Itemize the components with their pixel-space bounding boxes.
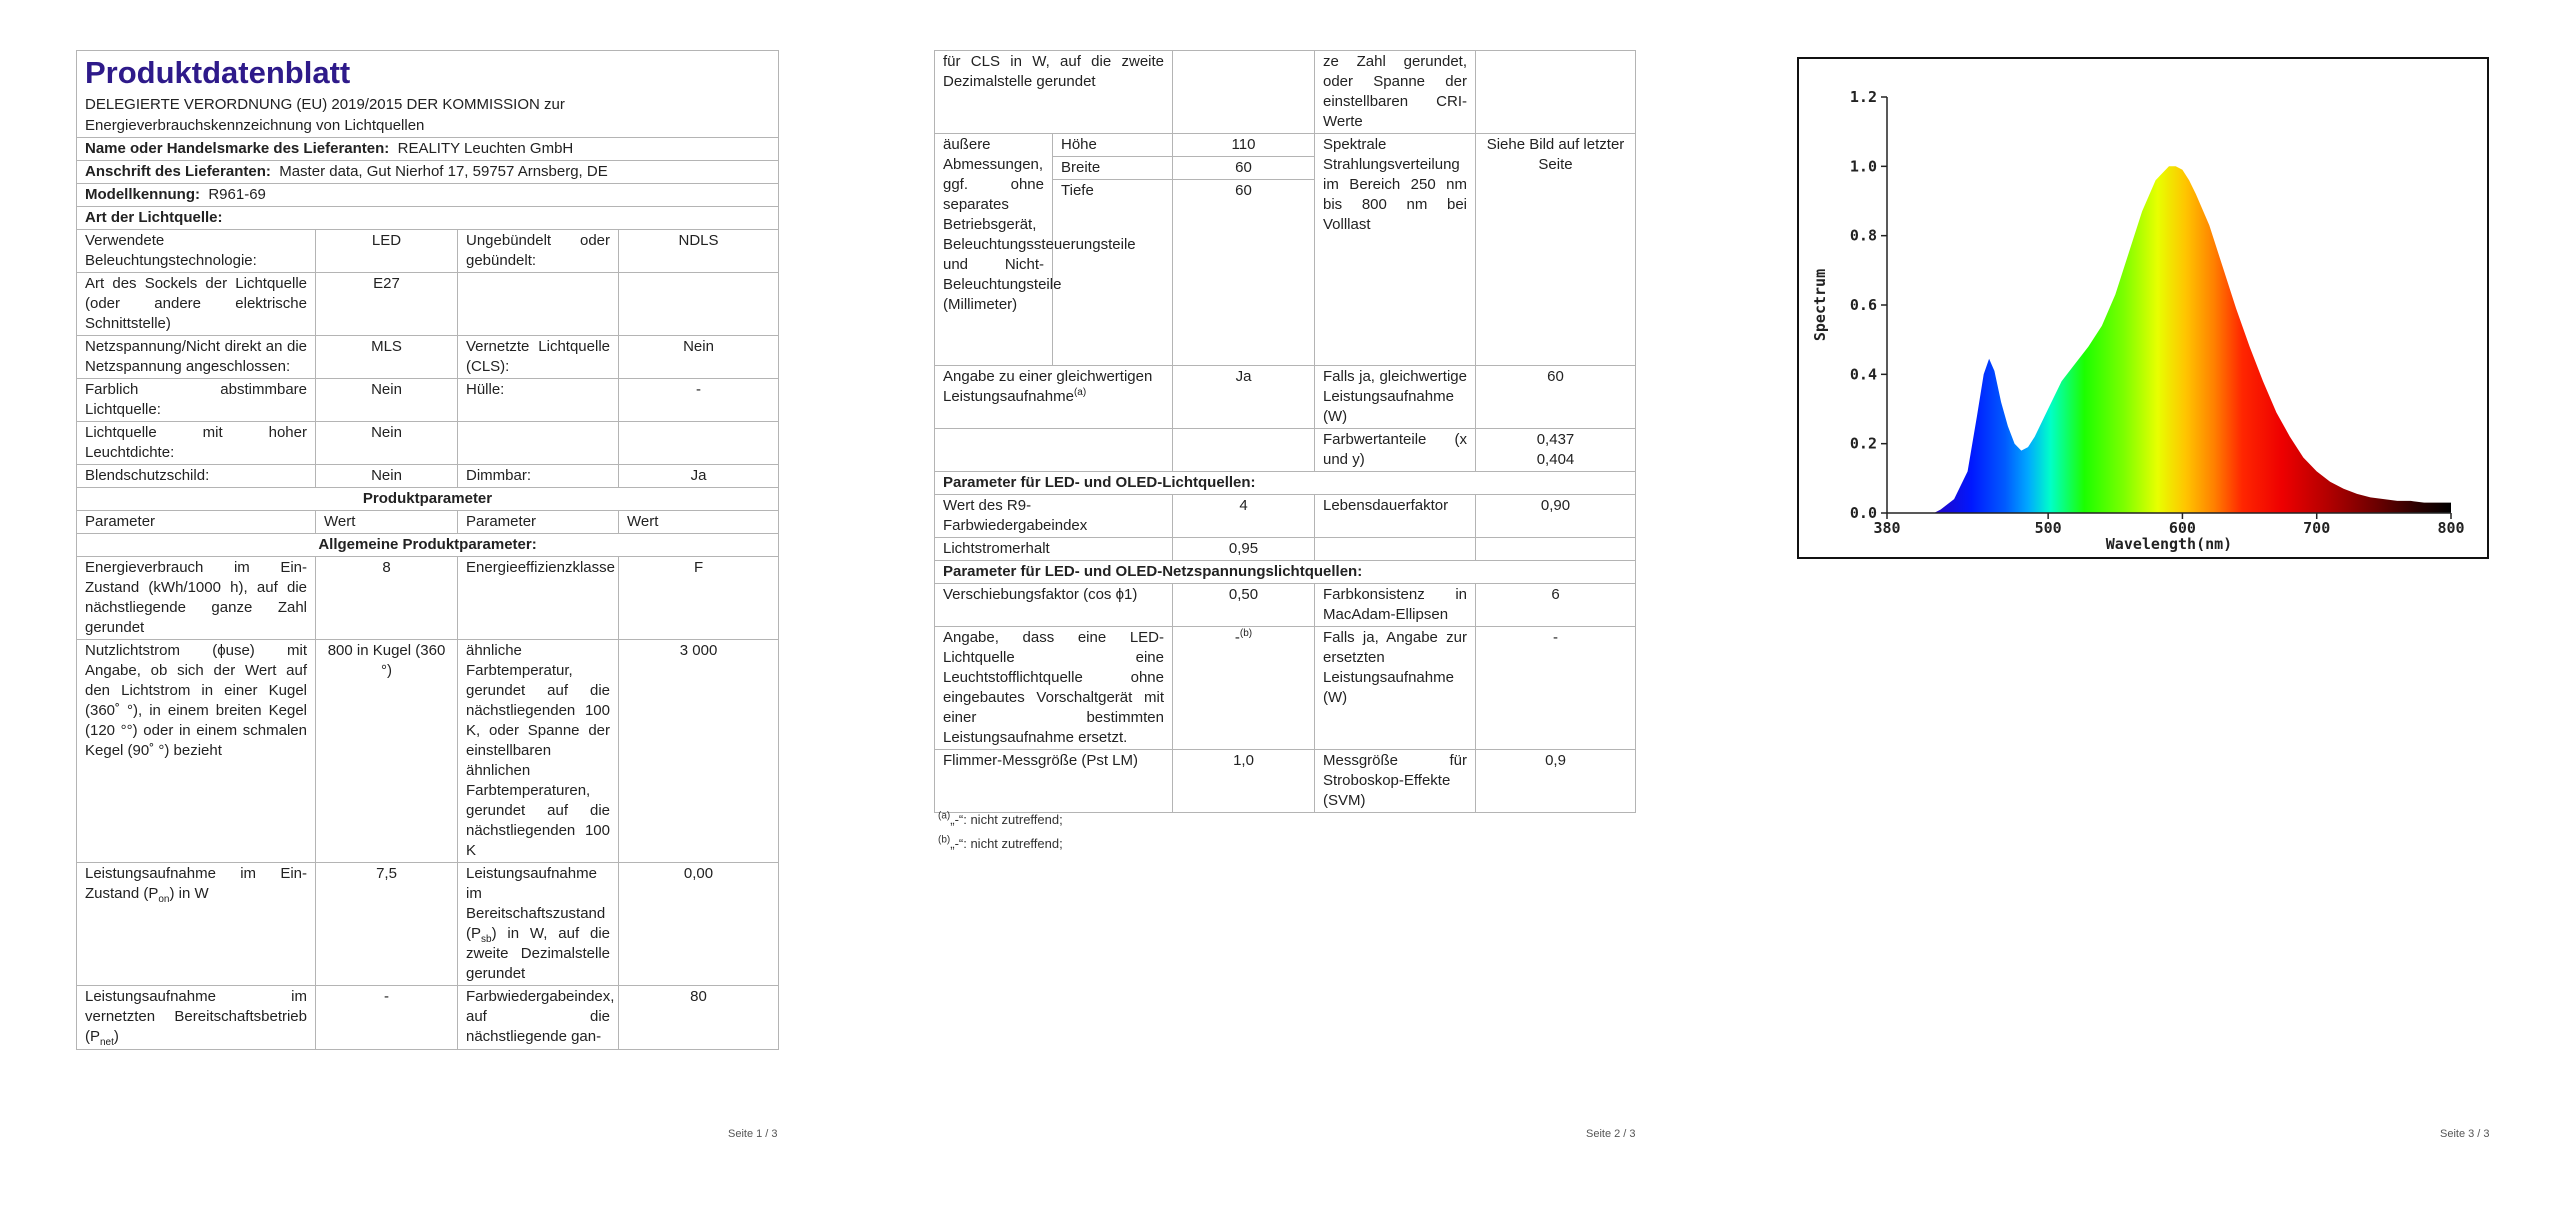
width-label: Breite xyxy=(1053,157,1173,180)
equivalent-power-watts-label: Falls ja, gleichwertige Leistungsaufnahme (W) xyxy=(1315,366,1476,429)
glare-shield-label: Blendschutzschild: xyxy=(77,465,316,488)
model-id: R961-69 xyxy=(208,186,266,203)
column-header-parameter: Parameter xyxy=(77,511,316,534)
empty-cell xyxy=(935,429,1173,472)
equivalent-power-value: Ja xyxy=(1173,366,1315,429)
survival-factor-label: Lebensdauerfaktor xyxy=(1315,495,1476,538)
networked-standby-value: - xyxy=(316,986,458,1050)
supplier-address: Master data, Gut Nierhof 17, 59757 Arnsberg, DE xyxy=(279,163,608,180)
cls-value: Nein xyxy=(619,336,779,379)
replaced-power-value: - xyxy=(1476,627,1636,750)
dimensions-label: äußere Abmessungen, ggf. ohne separates Betriebsgerät, Beleuchtungssteuerungsteile und Nicht-Beleuchtungsteile (Millimeter) xyxy=(935,134,1053,366)
x-tick-label: 600 xyxy=(2168,519,2196,537)
supplier-address-label: Anschrift des Lieferanten: xyxy=(85,163,271,180)
empty-cell xyxy=(619,273,779,336)
x-tick-label: 700 xyxy=(2303,519,2331,537)
lumen-maintenance-value: 0,95 xyxy=(1173,538,1315,561)
lumen-maintenance-label: Lichtstromerhalt xyxy=(935,538,1173,561)
macadam-label: Farbkonsistenz in MacAdam-Ellipsen xyxy=(1315,584,1476,627)
model-row xyxy=(77,184,779,207)
y-tick-label: 0.2 xyxy=(1849,434,1877,453)
dimmable-label: Dimmbar: xyxy=(458,465,619,488)
spectral-distribution-label: Spektrale Strahlungsverteilung im Bereich 250 nm bis 800 nm bei Volllast xyxy=(1315,134,1476,366)
tunable-value: Nein xyxy=(316,379,458,422)
light-source-type-heading: Art der Lichtquelle: xyxy=(77,207,779,230)
envelope-value: - xyxy=(619,379,779,422)
survival-factor-value: 0,90 xyxy=(1476,495,1636,538)
x-axis-label: Wavelength(nm) xyxy=(2105,535,2233,553)
r9-label: Wert des R9-Farbwiedergabeindex xyxy=(935,495,1173,538)
empty-cell xyxy=(1476,538,1636,561)
mains-value: MLS xyxy=(316,336,458,379)
standby-power-label: Leistungsaufnahme im Bereitschaftszustand $(P_{sb})$ in W, auf die zweite Dezimalstelle gerundet xyxy=(458,863,619,986)
height-value: 110 xyxy=(1173,134,1315,157)
color-temperature-value: 3 000 xyxy=(619,640,779,863)
dimmable-value: Ja xyxy=(619,465,779,488)
mains-led-params-heading: Parameter für LED- und OLED-Netzspannungslichtquellen: xyxy=(935,561,1636,584)
luminous-flux-value: 800 in Kugel (360 °) xyxy=(316,640,458,863)
depth-value: 60 xyxy=(1173,180,1315,366)
header-cell xyxy=(77,51,779,138)
model-label: Modellkennung: xyxy=(85,186,200,203)
r9-value: 4 xyxy=(1173,495,1315,538)
stroboscopic-label: Messgröße für Stroboskop-Effekte (SVM) xyxy=(1315,750,1476,813)
bundled-value: NDLS xyxy=(619,230,779,273)
width-value: 60 xyxy=(1173,157,1315,180)
bundled-label: Ungebündelt oder gebündelt: xyxy=(458,230,619,273)
y-tick-label: 0.4 xyxy=(1849,365,1877,384)
chromaticity-label: Farbwertanteile (x und y) xyxy=(1315,429,1476,472)
supplier-name-label: Name oder Handelsmarke des Lieferanten: xyxy=(85,140,390,157)
y-axis-label: Spectrum xyxy=(1811,268,1829,342)
page-number: Seite 1 / 3 xyxy=(728,1128,778,1140)
standby-power-value: 0,00 xyxy=(619,863,779,986)
power-factor-label: Verschiebungsfaktor (cos ϕ1) xyxy=(935,584,1173,627)
cri-label-cont: ze Zahl gerundet, oder Spanne der einstellbaren CRI-Werte xyxy=(1315,51,1476,134)
cri-value: 80 xyxy=(619,986,779,1050)
technology-value: LED xyxy=(316,230,458,273)
general-params-heading: Allgemeine Produktparameter: xyxy=(77,534,779,557)
replacement-value: -$^{(b)}$ xyxy=(1173,627,1315,750)
high-luminance-value: Nein xyxy=(316,422,458,465)
regulation-text: DELEGIERTE VERORDNUNG (EU) 2019/2015 DER KOMMISSION zur Energieverbrauchskennzeichnung von Lichtquellen xyxy=(85,96,565,134)
empty-cell xyxy=(458,422,619,465)
column-header-value: Wert xyxy=(316,511,458,534)
color-temperature-label: ähnliche Farbtemperatur, gerundet auf die nächstliegenden 100 K, oder Spanne der einstellbaren ähnlichen Farbtemperaturen, gerundet auf die nächstliegenden 100 K xyxy=(458,640,619,863)
x-tick-label: 500 xyxy=(2034,519,2062,537)
supplier-name-row xyxy=(77,138,779,161)
height-label: Höhe xyxy=(1053,134,1173,157)
supplier-name: REALITY Leuchten GmbH xyxy=(397,140,574,157)
column-header-parameter: Parameter xyxy=(458,511,619,534)
y-tick-label: 0.0 xyxy=(1849,504,1877,522)
flicker-value: 1,0 xyxy=(1173,750,1315,813)
on-mode-power-label: Leistungsaufnahme im Ein-Zustand $(P_{on})$ in W xyxy=(77,863,316,986)
depth-label: Tiefe xyxy=(1053,180,1173,366)
spectral-distribution-value: Siehe Bild auf letzter Seite xyxy=(1476,134,1636,366)
x-tick-label: 800 xyxy=(2437,519,2465,537)
page-3 xyxy=(1705,0,2560,1207)
page-number: Seite 2 / 3 xyxy=(1586,1128,1636,1140)
empty-cell xyxy=(1173,51,1315,134)
y-tick-label: 0.6 xyxy=(1849,296,1877,314)
stroboscopic-value: 0,9 xyxy=(1476,750,1636,813)
supplier-address-row xyxy=(77,161,779,184)
mains-label: Netzspannung/Nicht direkt an die Netzspannung angeschlossen: xyxy=(77,336,316,379)
empty-cell xyxy=(1476,51,1636,134)
cri-label: Farbwiedergabeindex, auf die nächstliegende gan- xyxy=(458,986,619,1050)
product-data-table-1 xyxy=(76,50,779,1050)
glare-shield-value: Nein xyxy=(316,465,458,488)
envelope-label: Hülle: xyxy=(458,379,619,422)
socket-label: Art des Sockels der Lichtquelle (oder andere elektrische Schnittstelle) xyxy=(77,273,316,336)
networked-standby-label-cont: für CLS in W, auf die zweite Dezimalstelle gerundet xyxy=(935,51,1173,134)
product-params-heading: Produktparameter xyxy=(77,488,779,511)
macadam-value: 6 xyxy=(1476,584,1636,627)
luminous-flux-label: Nutzlichtstrom (ϕuse) mit Angabe, ob sich der Wert auf den Lichtstrom in einer Kugel (360˚ °), in einem breiten Kegel (120 °°) oder in einem schmalen Kegel (90˚ °) bezieht xyxy=(77,640,316,863)
energy-class-value: F xyxy=(619,557,779,640)
empty-cell xyxy=(1173,429,1315,472)
page-1 xyxy=(0,0,852,1207)
energy-consumption-value: 8 xyxy=(316,557,458,640)
footnote-a: $^{(a)}$„-“: nicht zutreffend; xyxy=(938,810,1063,827)
socket-value: E27 xyxy=(316,273,458,336)
empty-cell xyxy=(619,422,779,465)
led-params-heading: Parameter für LED- und OLED-Lichtquellen: xyxy=(935,472,1636,495)
chromaticity-value: 0,437 0,404 xyxy=(1476,429,1636,472)
equivalent-power-label: Angabe zu einer gleichwertigen Leistungsaufnahme$^{(a)}$ xyxy=(935,366,1173,429)
column-header-value: Wert xyxy=(619,511,779,534)
empty-cell xyxy=(458,273,619,336)
equivalent-power-watts-value: 60 xyxy=(1476,366,1636,429)
product-data-table-2 xyxy=(934,50,1636,813)
page-title: Produktdatenblatt xyxy=(85,55,351,90)
x-tick-label: 380 xyxy=(1873,519,1901,537)
networked-standby-label: Leistungsaufnahme im vernetzten Bereitschaftsbetrieb $(P_{net})$ xyxy=(77,986,316,1050)
page-number: Seite 3 / 3 xyxy=(2440,1128,2490,1140)
footnote-b: $^{(b)}$„-“: nicht zutreffend; xyxy=(938,834,1063,851)
replaced-power-label: Falls ja, Angabe zur ersetzten Leistungsaufnahme (W) xyxy=(1315,627,1476,750)
y-tick-label: 1.0 xyxy=(1849,157,1877,176)
cls-label: Vernetzte Lichtquelle (CLS): xyxy=(458,336,619,379)
spectrum-chart xyxy=(1797,57,2489,559)
power-factor-value: 0,50 xyxy=(1173,584,1315,627)
high-luminance-label: Lichtquelle mit hoher Leuchtdichte: xyxy=(77,422,316,465)
replacement-label: Angabe, dass eine LED-Lichtquelle eine Leuchtstofflichtquelle ohne eingebautes Vorschaltgerät mit einer bestimmten Leistungsaufnahme ersetzt. xyxy=(935,627,1173,750)
flicker-label: Flimmer-Messgröße (Pst LM) xyxy=(935,750,1173,813)
y-tick-label: 1.2 xyxy=(1849,88,1877,106)
empty-cell xyxy=(1315,538,1476,561)
technology-label: Verwendete Beleuchtungstechnologie: xyxy=(77,230,316,273)
on-mode-power-value: 7,5 xyxy=(316,863,458,986)
y-tick-label: 0.8 xyxy=(1849,226,1877,245)
energy-consumption-label: Energieverbrauch im Ein-Zustand (kWh/1000 h), auf die nächstliegende ganze Zahl gerundet xyxy=(77,557,316,640)
energy-class-label: Energieeffizienzklasse xyxy=(458,557,619,640)
tunable-label: Farblich abstimmbare Lichtquelle: xyxy=(77,379,316,422)
